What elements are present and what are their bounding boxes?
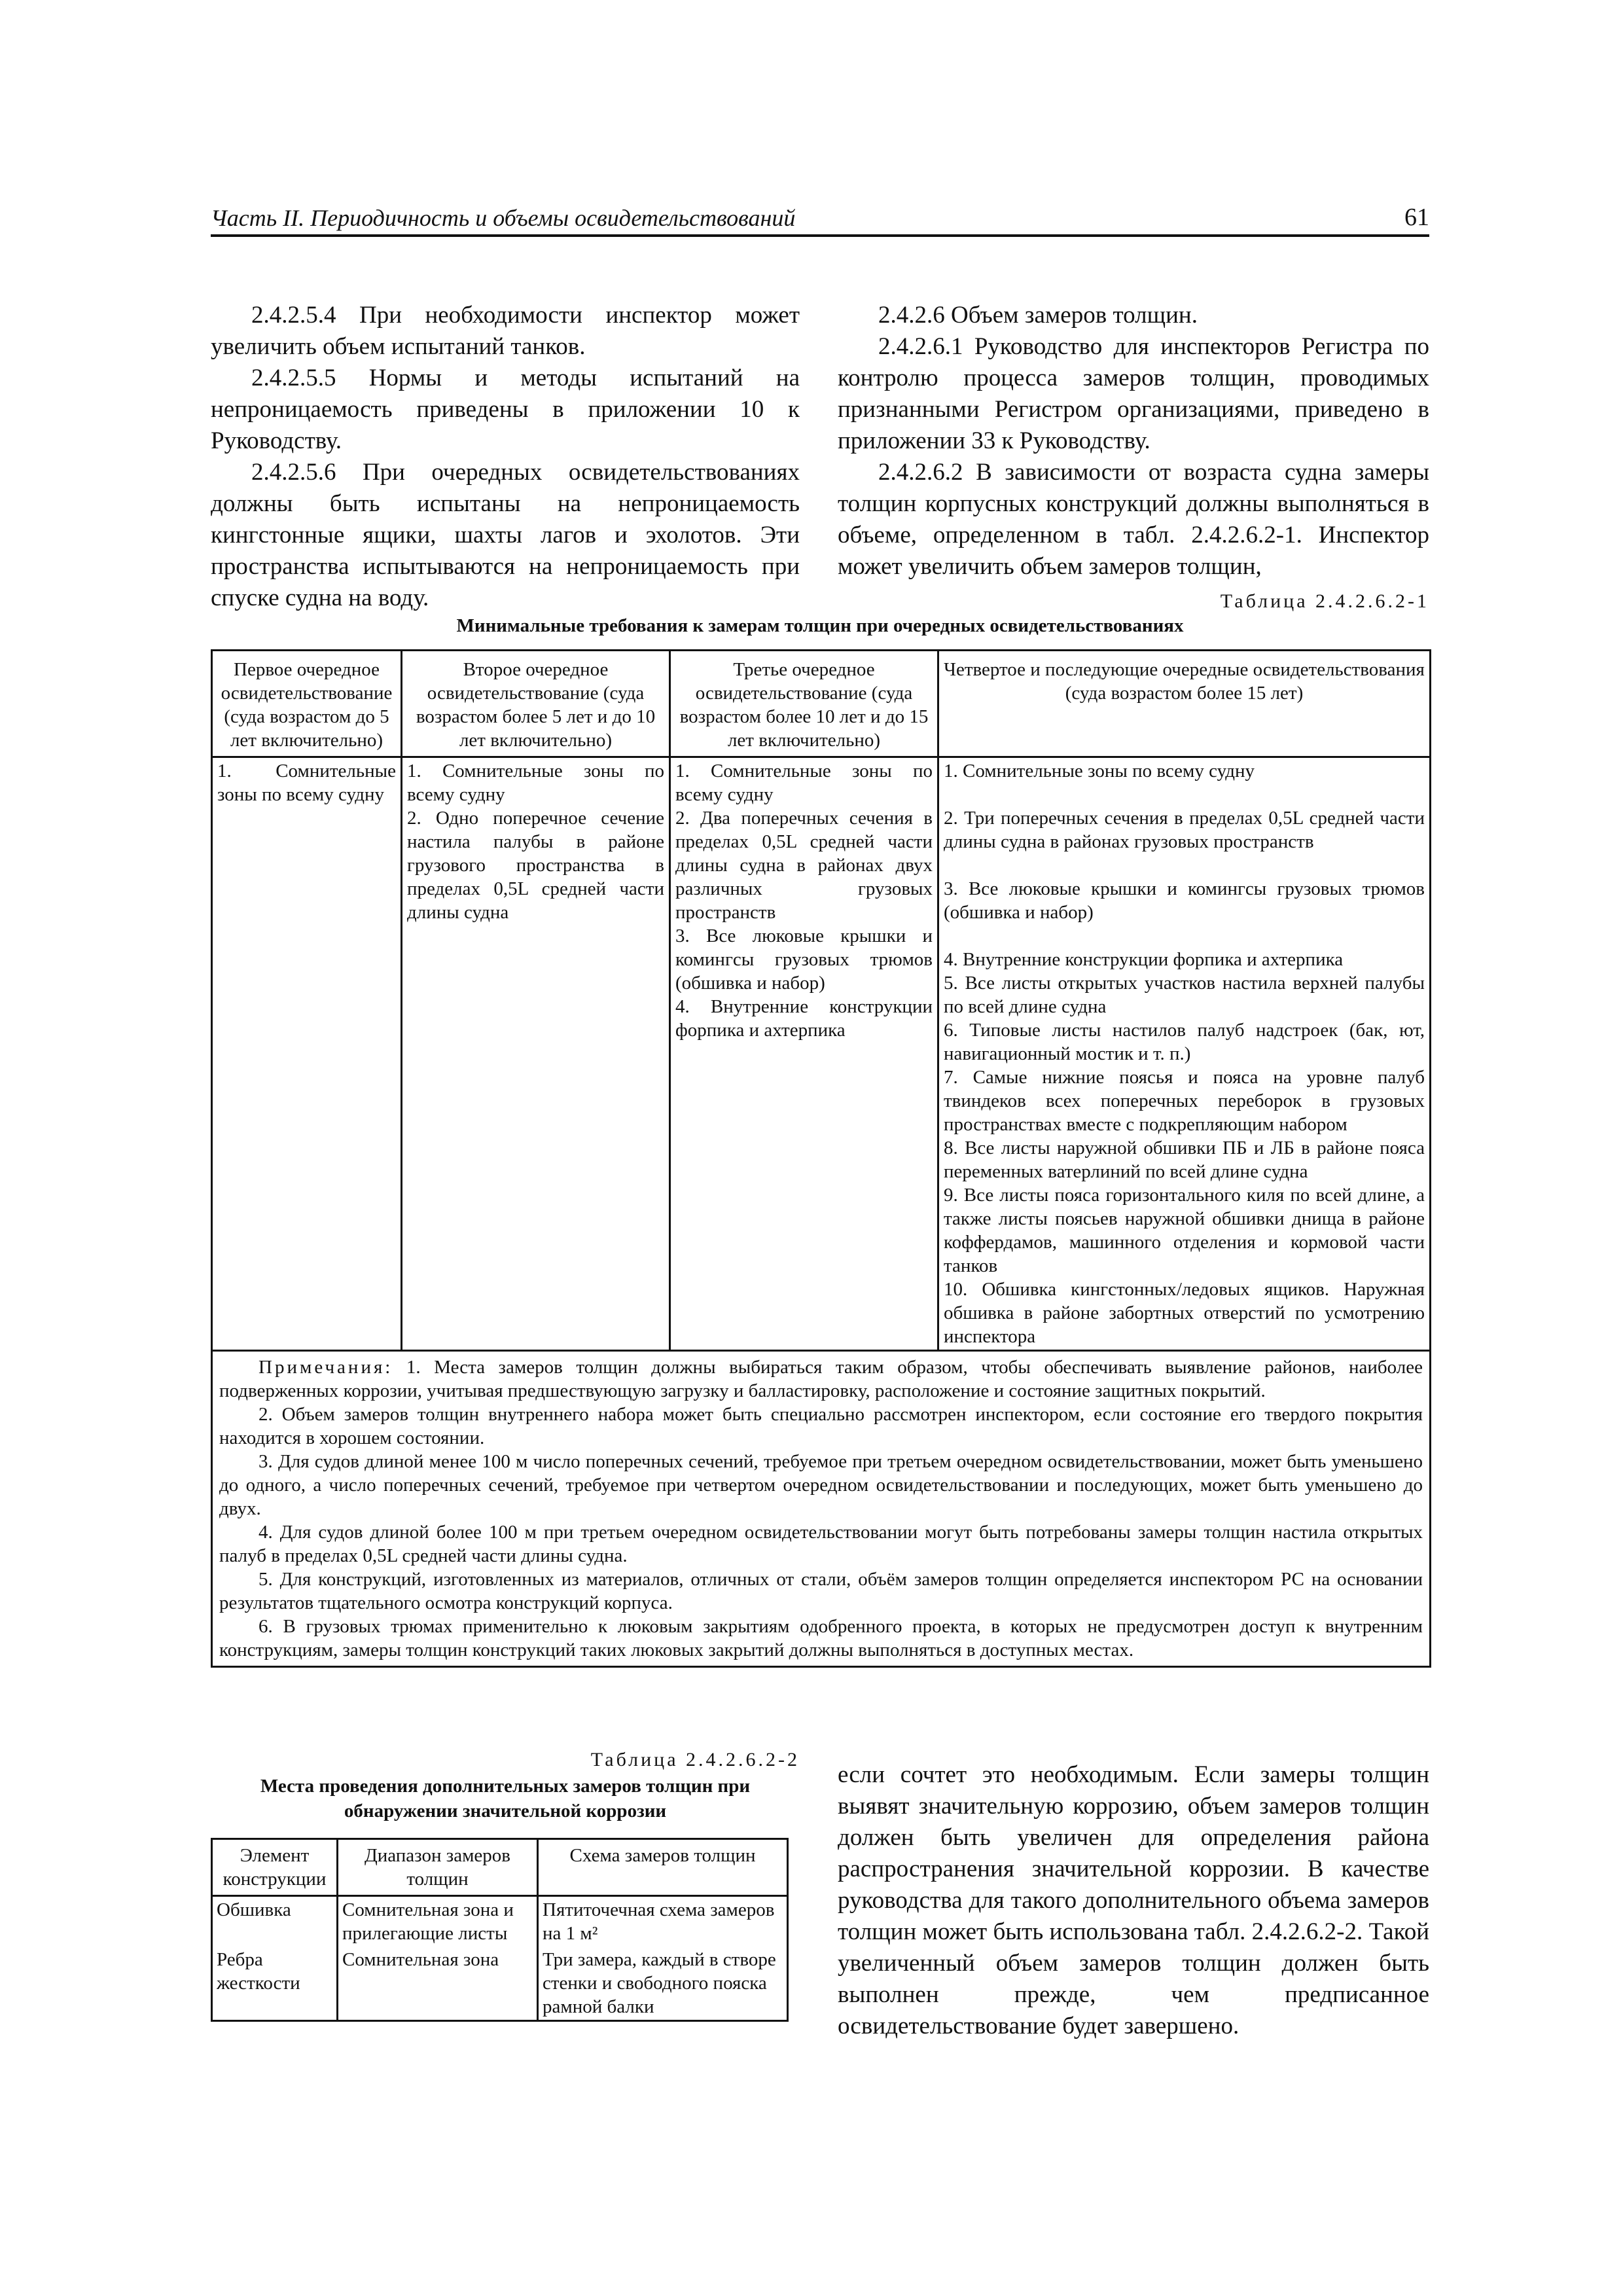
list-item: 4. Внутренние конструкции форпика и ахтерпика — [675, 996, 933, 1041]
list-item: 2. Одно поперечное сечение настила палубы в районе грузового пространства в пределах 0,5L средней части длины судна — [407, 808, 664, 923]
table1-body-row — [212, 757, 1431, 1351]
continuation-paragraph: если сочтет это необходимым. Если замеры толщин выявят значительную коррозию, объем замеров толщин должен быть увеличен для определения района распространения значительной коррозии. В качестве руководства для такого дополнительного объема замеров толщин может быть использована табл. 2.4.2.6.2-2. Такой увеличенный объем замеров толщин должен быть выполнен прежде, чем предписанное освидетельствование будет завершено. — [838, 1761, 1429, 2039]
note-item: 4. Для судов длиной более 100 м при третьем очередном освидетельствовании могут быть потребованы замеры толщин настила открытых палуб в пределах 0,5L средней части длины судна. — [219, 1522, 1423, 1566]
note-item: 6. В грузовых трюмах применительно к люковым закрытиям одобренного проекта, в которых не предусмотрен доступ к внутренним конструкциям, замеры толщин конструкций таких люковых закрытий должны выполняться в доступных местах. — [219, 1616, 1423, 1660]
note-item: 5. Для конструкций, изготовленных из материалов, отличных от стали, объём замеров толщин определяется инспектором РС на основании результатов тщательного осмотра конструкций корпуса. — [219, 1569, 1423, 1613]
table2-title: Места проведения дополнительных замеров толщин при обнаружении значительной коррозии — [260, 1776, 751, 1821]
table1-col-third — [670, 757, 938, 1351]
table1-header-first: Первое очередное освидетельствование (суда возрастом до 5 лет включительно) — [212, 651, 402, 757]
note-item: 2. Объем замеров толщин внутреннего набора может быть специально рассмотрен инспектором, если состояние его твердого покрытия находится в хорошем состоянии. — [219, 1404, 1423, 1448]
list-item: 7. Самые нижние пояcья и пояса на уровне палуб твиндеков всех поперечных переборок в грузовых пространствах вместе с подкрепляющим набором — [944, 1067, 1425, 1135]
table2-header-scheme: Схема замеров толщин — [538, 1839, 788, 1896]
table1-number: Таблица 2.4.2.6.2-1 — [1220, 590, 1429, 612]
right-column — [838, 300, 1429, 583]
table-row — [212, 1946, 788, 2021]
page-number: 61 — [1404, 204, 1429, 231]
table-row — [212, 1896, 788, 1947]
table-cell: Обшивка — [212, 1896, 338, 1947]
table1-header-second: Второе очередное освидетельствование (суда возрастом более 5 лет и до 10 лет включительно) — [402, 651, 670, 757]
list-item: 3. Все люковые крышки и комингсы грузовых трюмов (обшивка и набор) — [944, 878, 1425, 923]
table-cell: Ребра жесткости — [212, 1946, 338, 2021]
table2-number: Таблица 2.4.2.6.2-2 — [590, 1749, 800, 1770]
paragraph-2-4-2-5-5: 2.4.2.5.5 Нормы и методы испытаний на непроницаемость приведены в приложении 10 к Руководству. — [211, 365, 800, 454]
list-item: 10. Обшивка кингстонных/ледовых ящиков. Наружная обшивка в районе забортных отверстий по усмотрению инспектора — [944, 1279, 1425, 1347]
table1-header-row — [212, 651, 1431, 757]
table-cell: Три замера, каждый в створе стенки и свободного пояска рамной балки — [538, 1946, 788, 2021]
table1-title: Минимальные требования к замерам толщин при очередных освидетельствованиях — [456, 615, 1184, 636]
paragraph-2-4-2-6-2: 2.4.2.6.2 В зависимости от возраста судна замеры толщин корпусных конструкций должны выполняться в объеме, определенном в табл. 2.4.2.6.2-1. Инспектор может увеличить объем замеров толщин, — [838, 459, 1429, 580]
table1-notes-row — [212, 1351, 1431, 1667]
list-item: 3. Все люковые крышки и комингсы грузовых трюмов (обшивка и набор) — [675, 925, 933, 994]
running-header — [211, 200, 1429, 237]
list-item: 9. Все листы пояса горизонтального киля по всей длине, а также листы поясьев наружной обшивки днища в районе коффердамов, машинного отделения и кормовой части танков — [944, 1185, 1425, 1276]
table2-header-element: Элемент конструкции — [212, 1839, 338, 1896]
table1-col-second — [402, 757, 670, 1351]
continuation-column — [838, 1759, 1429, 2042]
table2-header-row — [212, 1839, 788, 1896]
table-additional-measurements — [211, 1838, 789, 2022]
left-column — [211, 300, 800, 614]
running-title: Часть II. Периодичность и объемы освидетельствований — [211, 205, 796, 231]
table1-header-third: Третье очередное освидетельствование (суда возрастом более 10 лет и до 15 лет включительно) — [670, 651, 938, 757]
list-item: 1. Сомнительные зоны по всему судну — [217, 761, 396, 805]
list-item: 1. Сомнительные зоны по всему судну — [407, 761, 664, 805]
list-item: 5. Все листы открытых участков настила верхней палубы по всей длине судна — [944, 973, 1425, 1017]
paragraph-2-4-2-6-1: 2.4.2.6.1 Руководство для инспекторов Регистра по контролю процесса замеров толщин, проводимых признанными Регистром организациями, приведено в приложении 33 к Руководству. — [838, 333, 1429, 454]
list-item: 2. Два поперечных сечения в пределах 0,5L средней части длины судна в районах двух различных грузовых пространств — [675, 808, 933, 923]
list-item: 2. Три поперечных сечения в пределах 0,5L средней части длины судна в районах грузовых пространств — [944, 808, 1425, 852]
notes-label: Примечания: — [259, 1357, 393, 1378]
table1-col-fourth — [938, 757, 1431, 1351]
table-thickness-requirements — [211, 649, 1431, 1668]
paragraph-2-4-2-6: 2.4.2.6 Объем замеров толщин. — [878, 302, 1198, 329]
table-cell: Сомнительная зона — [338, 1946, 538, 2021]
list-item: 1. Сомнительные зоны по всему судну — [944, 761, 1255, 781]
table-cell: Сомнительная зона и прилегающие листы — [338, 1896, 538, 1947]
paragraph-2-4-2-5-6: 2.4.2.5.6 При очередных освидетельствованиях должны быть испытаны на непроницаемость кингстонные ящики, шахты лагов и эхолотов. Эти пространства испытываются на непроницаемость при спуске судна на воду. — [211, 459, 800, 611]
list-item: 1. Сомнительные зоны по всему судну — [675, 761, 933, 805]
table1-notes — [212, 1351, 1431, 1667]
list-item: 6. Типовые листы настилов палуб надстроек (бак, ют, навигационный мостик и т. п.) — [944, 1020, 1425, 1064]
table1-col-first — [212, 757, 402, 1351]
note-item: 3. Для судов длиной менее 100 м число поперечных сечений, требуемое при третьем очередном освидетельствовании, может быть уменьшено до одного, а число поперечных сечений, требуемое при четвертом очередном освидетельствовании и последующих, может быть уменьшено до двух. — [219, 1451, 1423, 1519]
table1-header-fourth: Четвертое и последующие очередные освидетельствования (суда возрастом более 15 лет) — [938, 651, 1431, 757]
table2-header-range: Диапазон замеров толщин — [338, 1839, 538, 1896]
note-item: Примечания: 1. Места замеров толщин должны выбираться таким образом, чтобы обеспечивать выявление районов, наиболее подверженных коррозии, учитывая предшествующую загрузку и балластировку, расположение и состояние защитных покрытий. — [219, 1357, 1423, 1401]
paragraph-2-4-2-5-4: 2.4.2.5.4 При необходимости инспектор может увеличить объем испытаний танков. — [211, 302, 800, 360]
list-item: 8. Все листы наружной обшивки ПБ и ЛБ в районе пояса переменных ватерлиний по всей длине судна — [944, 1138, 1425, 1182]
table-cell: Пятиточечная схема замеров на 1 м² — [538, 1896, 788, 1947]
list-item: 4. Внутренние конструкции форпика и ахтерпика — [944, 949, 1344, 970]
